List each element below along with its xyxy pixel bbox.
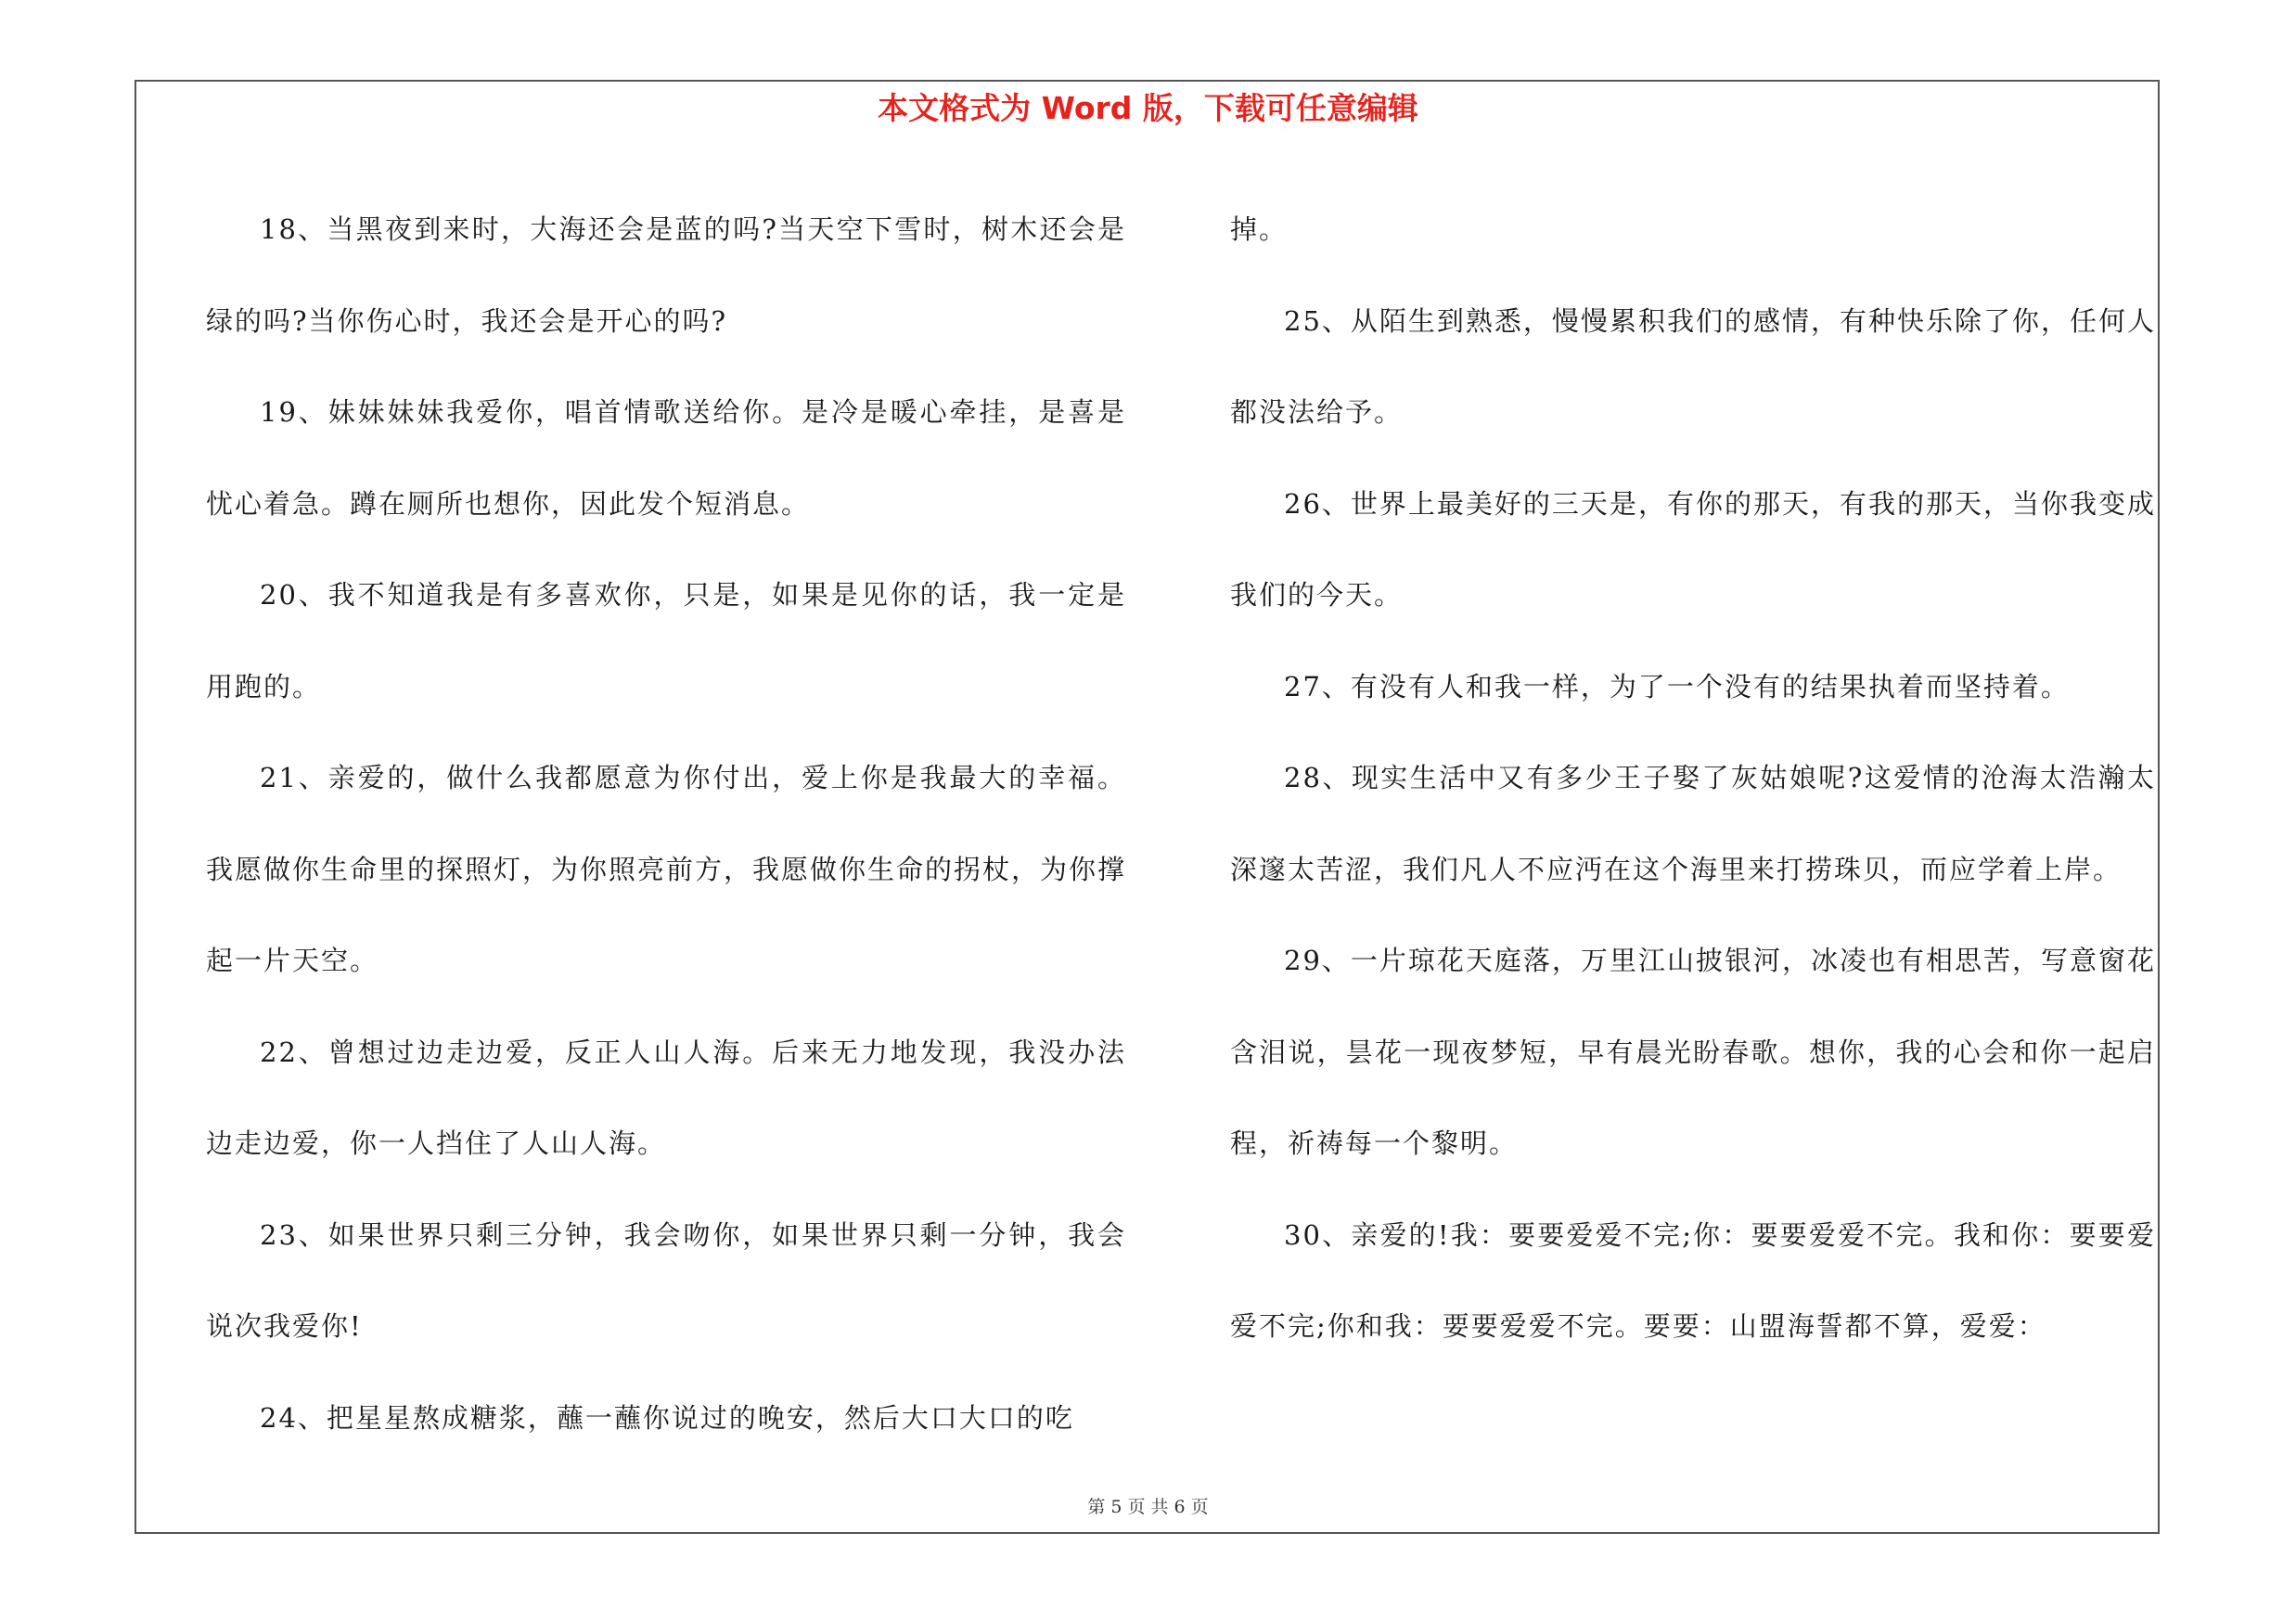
page-number-footer: 第 5 页 共 6 页 [1087, 1497, 1209, 1517]
paragraph-27: 27、有没有人和我一样，为了一个没有的结果执着而坚持着。 [1284, 670, 2070, 702]
paragraph-22: 22、曾想过边走边爱，反正人山人海。后来无力地发现，我没办法边走边爱，你一人挡住了人山人海。 [206, 1036, 1126, 1159]
paragraph-28: 28、现实生活中又有多少王子娶了灰姑娘呢?这爱情的沧海太浩瀚太深邃太苦涩，我们凡人不应沔在这个海里来打捞珠贝，而应学着上岸。 [1230, 762, 2156, 885]
paragraph-20: 20、我不知道我是有多喜欢你，只是，如果是见你的话，我一定是用跑的。 [206, 579, 1126, 702]
paragraph-21: 21、亲爱的，做什么我都愿意为你付出，爱上你是我最大的幸福。我愿做你生命里的探照灯，为你照亮前方，我愿做你生命的拐杖，为你撑起一片天空。 [206, 762, 1127, 976]
word-format-banner: 本文格式为 Word 版，下载可任意编辑 [878, 90, 1418, 126]
paragraph-30: 30、亲爱的!我：要要爱爱不完;你：要要爱爱不完。我和你：要要爱爱不完;你和我：要要爱爱不完。要要：山盟海誓都不算，爱爱： [1230, 1218, 2156, 1342]
paragraph-26: 26、世界上最美好的三天是，有你的那天，有我的那天，当你我变成我们的今天。 [1230, 487, 2156, 611]
paragraph-25: 25、从陌生到熟悉，慢慢累积我们的感情，有种快乐除了你，任何人都没法给予。 [1230, 304, 2156, 428]
paragraph-29: 29、一片琼花天庭落，万里江山披银河，冰凌也有相思苦，写意窗花含泪说，昙花一现夜梦短，早有晨光盼春歌。想你，我的心会和你一起启程，祈祷每一个黎明。 [1230, 945, 2156, 1159]
paragraph-23: 23、如果世界只剩三分钟，我会吻你，如果世界只剩一分钟，我会说次我爱你! [206, 1218, 1126, 1342]
paragraph-19: 19、妹妹妹妹我爱你，唱首情歌送给你。是冷是暖心牵挂，是喜是忧心着急。蹲在厕所也想你，因此发个短消息。 [206, 396, 1126, 520]
paragraph-24: 24、把星星熬成糖浆，蘸一蘸你说过的晚安，然后大口大口的吃 [260, 1401, 1074, 1434]
paragraph-18: 18、当黑夜到来时，大海还会是蓝的吗?当天空下雪时，树木还会是绿的吗?当你伤心时，我还会是开心的吗? [206, 213, 1126, 337]
right-column [1230, 184, 2156, 1372]
left-column [206, 184, 1126, 1463]
paragraph-24-continuation: 掉。 [1230, 213, 1289, 245]
